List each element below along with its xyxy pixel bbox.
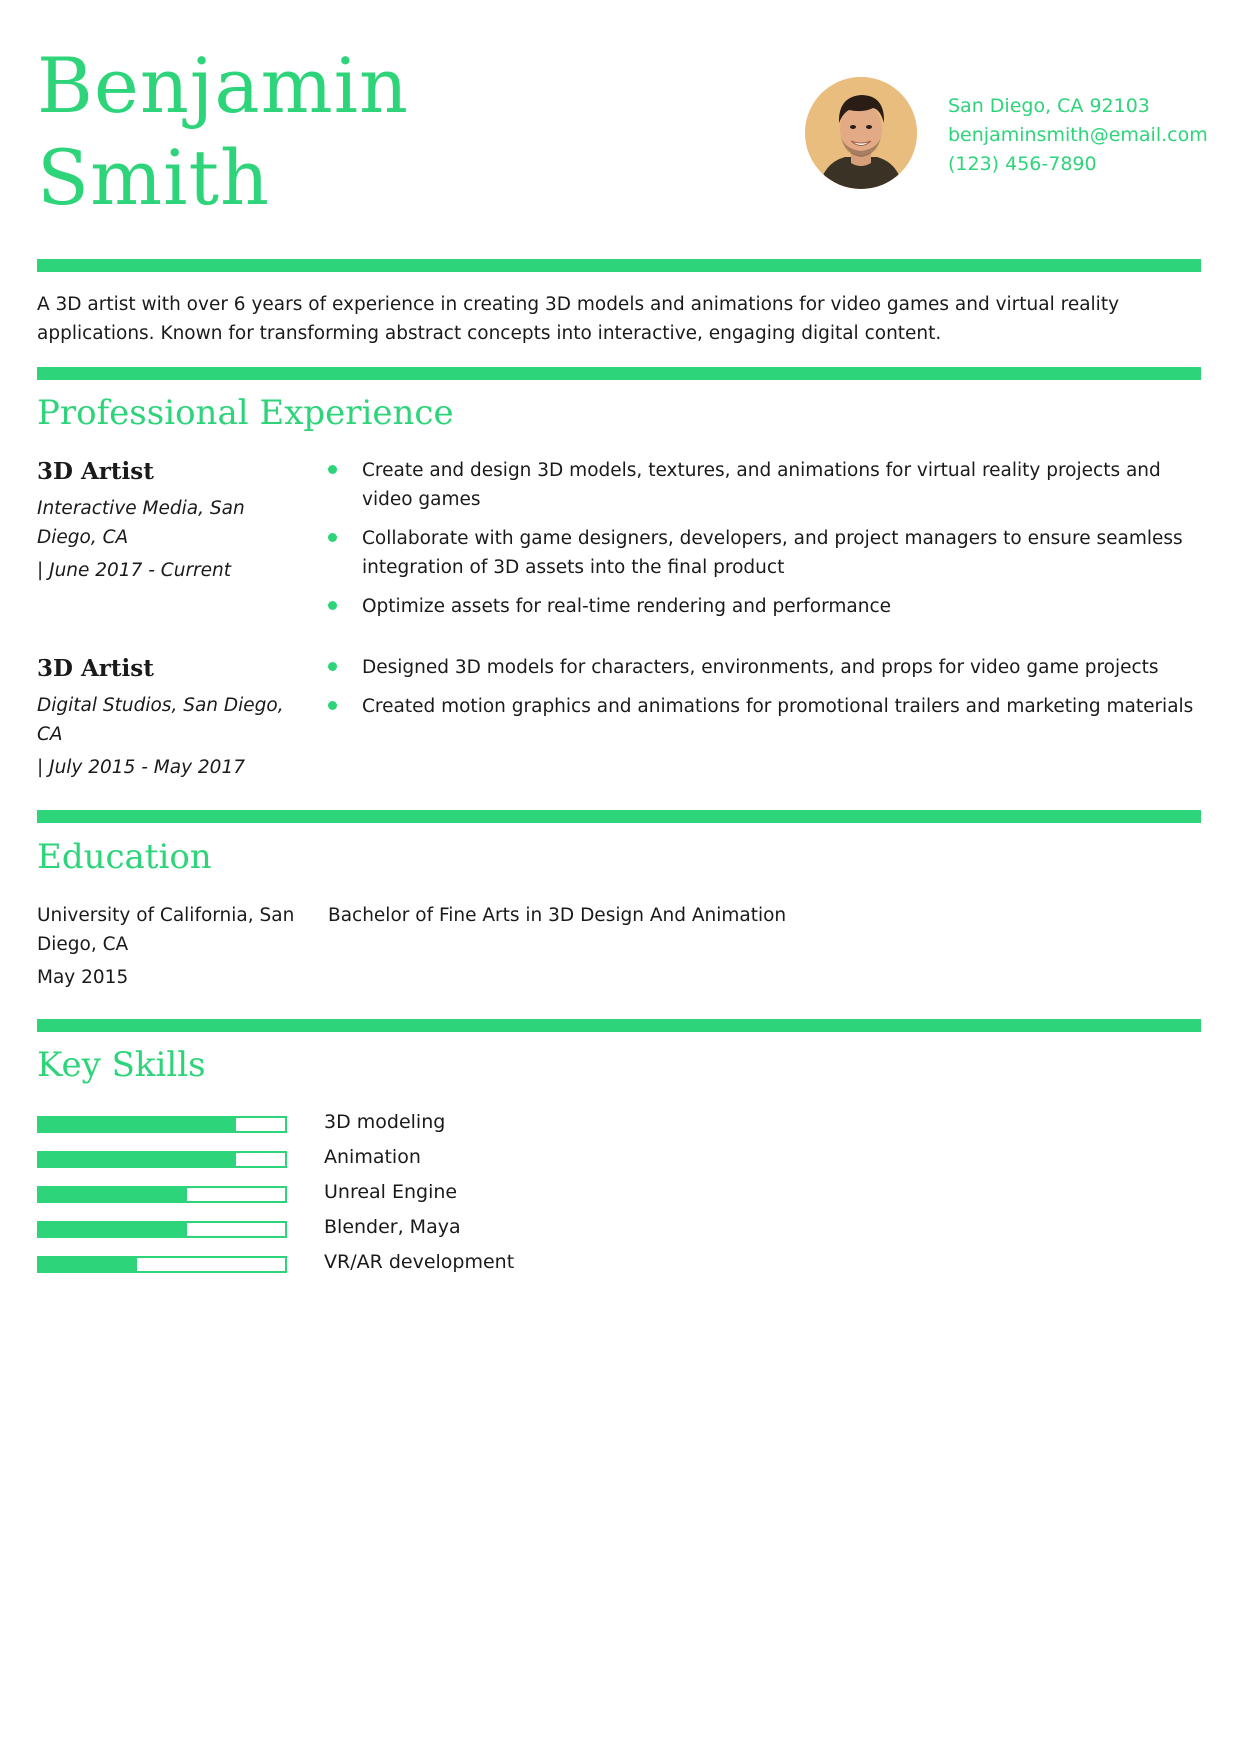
skill-row <box>37 1245 737 1279</box>
bullet-dot-icon <box>328 533 337 542</box>
avatar <box>805 77 917 189</box>
job-bullets <box>325 456 1205 631</box>
bullet-text: Designed 3D models for characters, environments, and props for video game projects <box>362 657 1159 678</box>
skill-name: Blender, Maya <box>324 1216 461 1238</box>
job-dates: | July 2015 - May 2017 <box>37 757 245 778</box>
divider <box>37 810 1201 823</box>
skill-level-fill <box>39 1118 236 1131</box>
contact-address: San Diego, CA 92103 <box>948 95 1150 117</box>
candidate-name <box>37 40 409 224</box>
skill-level-fill <box>39 1223 187 1236</box>
bullet-text: Collaborate with game designers, developers, and project managers to ensure seamless integration of 3D assets into the final product <box>362 528 1183 578</box>
contact-block <box>948 92 1208 179</box>
list-item <box>325 592 1205 621</box>
education-date: May 2015 <box>37 967 129 988</box>
skill-row <box>37 1210 737 1244</box>
divider <box>37 259 1201 272</box>
skill-level-fill <box>39 1153 236 1166</box>
summary: A 3D artist with over 6 years of experience in creating 3D models and animations for video games and virtual reality applications. Known for transforming abstract concepts into interactive, engaging digital content. <box>37 294 1120 344</box>
skill-name: Animation <box>324 1146 421 1168</box>
bullet-dot-icon <box>328 662 337 671</box>
skill-level-bar <box>37 1221 287 1238</box>
job-company: Interactive Media, San Diego, CA <box>37 498 245 548</box>
avatar-portrait-icon <box>805 77 917 189</box>
list-item <box>325 524 1205 582</box>
skill-level-bar <box>37 1186 287 1203</box>
job-company: Digital Studios, San Diego, CA <box>37 695 284 745</box>
bullet-dot-icon <box>328 465 337 474</box>
divider <box>37 367 1201 380</box>
skill-level-fill <box>39 1188 187 1201</box>
bullet-dot-icon <box>328 701 337 710</box>
section-title-skills: Key Skills <box>37 1045 206 1085</box>
job-title: 3D Artist <box>37 458 154 485</box>
education-school: University of California, San Diego, CA <box>37 905 295 955</box>
education-school-block <box>37 901 297 992</box>
skill-name: 3D modeling <box>324 1111 446 1133</box>
skill-name: VR/AR development <box>324 1251 515 1273</box>
contact-email[interactable]: benjaminsmith@email.com <box>948 124 1208 146</box>
skill-level-bar <box>37 1256 287 1273</box>
skill-name: Unreal Engine <box>324 1181 458 1203</box>
bullet-dot-icon <box>328 601 337 610</box>
skill-level-bar <box>37 1116 287 1133</box>
bullet-text: Created motion graphics and animations for promotional trailers and marketing materials <box>362 696 1194 717</box>
job-bullets <box>325 653 1205 731</box>
section-title-education: Education <box>37 837 212 877</box>
skill-row <box>37 1175 737 1209</box>
education-degree: Bachelor of Fine Arts in 3D Design And Animation <box>328 905 787 926</box>
bullet-text: Create and design 3D models, textures, and animations for virtual reality projects and video games <box>362 460 1161 510</box>
list-item <box>325 456 1205 514</box>
last-name: Smith <box>37 133 270 222</box>
skill-level-bar <box>37 1151 287 1168</box>
job-dates: | June 2017 - Current <box>37 560 232 581</box>
job-meta <box>37 494 297 585</box>
section-title-experience: Professional Experience <box>37 393 454 433</box>
divider <box>37 1019 1201 1032</box>
list-item <box>325 653 1205 682</box>
first-name: Benjamin <box>37 41 409 130</box>
bullet-text: Optimize assets for real-time rendering and performance <box>362 596 892 617</box>
skill-level-fill <box>39 1258 137 1271</box>
skill-row <box>37 1140 737 1174</box>
skill-row <box>37 1105 737 1139</box>
contact-phone[interactable]: (123) 456-7890 <box>948 153 1097 175</box>
job-meta <box>37 691 297 782</box>
job-title: 3D Artist <box>37 655 154 682</box>
list-item <box>325 692 1205 721</box>
